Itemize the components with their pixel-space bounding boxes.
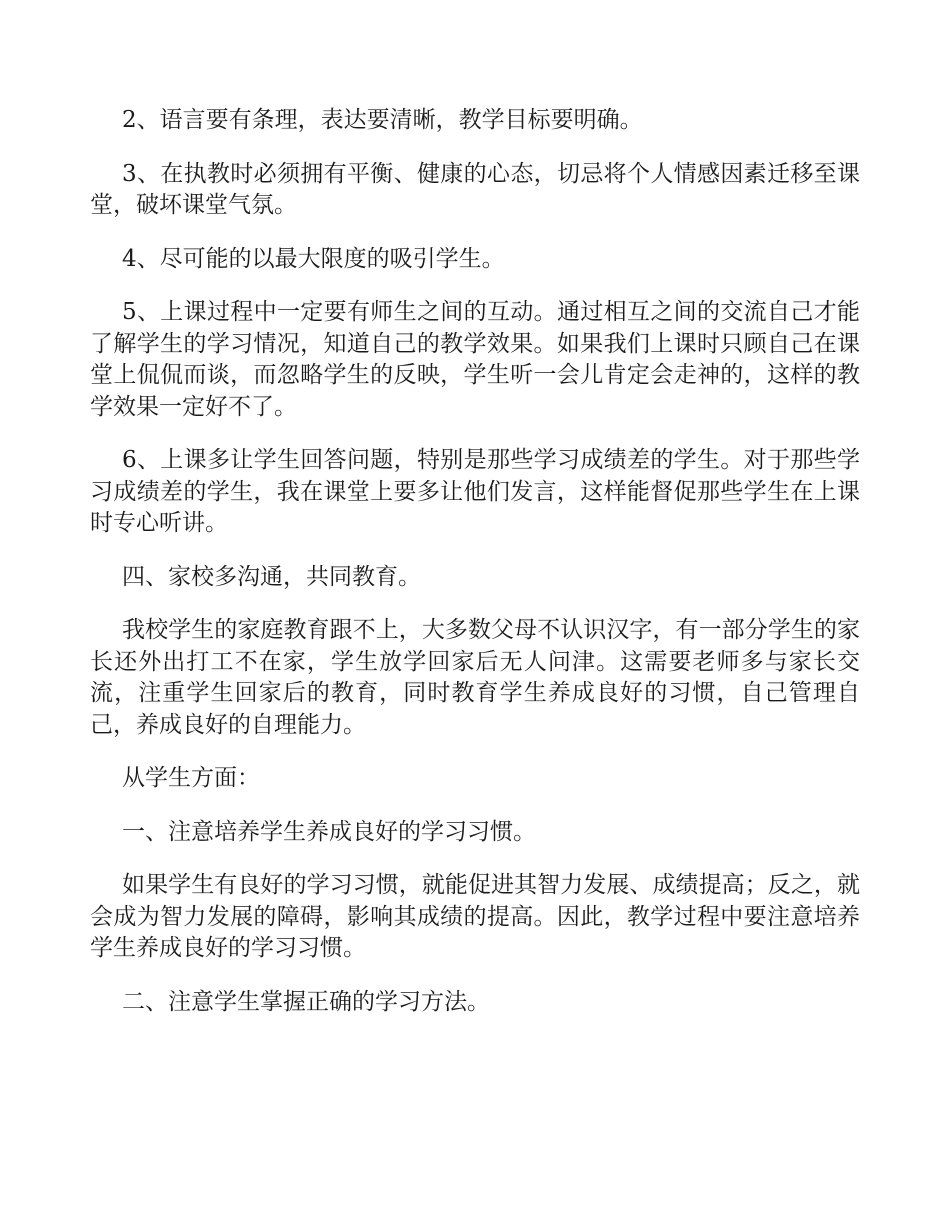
- paragraph-item-5: 5、上课过程中一定要有师生之间的互动。通过相互之间的交流自己才能了解学生的学习情况，知道自己的教学效果。如果我们上课时只顾自己在课堂上侃侃而谈，而忽略学生的反映，学生听一会儿肯定会走神的，这样的教学效果一定好不了。: [90, 299, 860, 420]
- paragraph-study-habits: 如果学生有良好的学习习惯，就能促进其智力发展、成绩提高；反之，就会成为智力发展的障碍，影响其成绩的提高。因此，教学过程中要注意培养学生养成良好的学习习惯。: [90, 872, 860, 961]
- paragraph-item-2: 2、语言要有条理，表达要清晰，教学目标要明确。: [122, 107, 643, 133]
- paragraph-item-6: 6、上课多让学生回答问题，特别是那些学习成绩差的学生。对于那些学习成绩差的学生，我在课堂上要多让他们发言，这样能督促那些学生在上课时专心听讲。: [90, 447, 860, 536]
- section-heading-students: 从学生方面：: [122, 765, 260, 791]
- paragraph-item-4: 4、尽可能的以最大限度的吸引学生。: [122, 245, 505, 272]
- paragraph-home-education: 我校学生的家庭教育跟不上，大多数父母不认识汉字，有一部分学生的家长还外出打工不在家，学生放学回家后无人问津。这需要老师多与家长交流，注重学生回家后的教育，同时教育学生养成良好的习惯，自己管理自己，养成良好的自理能力。: [90, 617, 860, 738]
- document-page: [90, 105, 860, 1040]
- paragraph-item-3: 3、在执教时必须拥有平衡、健康的心态，切忌将个人情感因素迁移至课堂，破坏课堂气氛。: [90, 160, 860, 218]
- subheading-study-methods: 二、注意学生掌握正确的学习方法。: [122, 988, 490, 1015]
- subheading-study-habits: 一、注意培养学生养成良好的学习习惯。: [122, 818, 536, 845]
- section-heading-home-school: 四、家校多沟通，共同教育。: [122, 563, 421, 590]
